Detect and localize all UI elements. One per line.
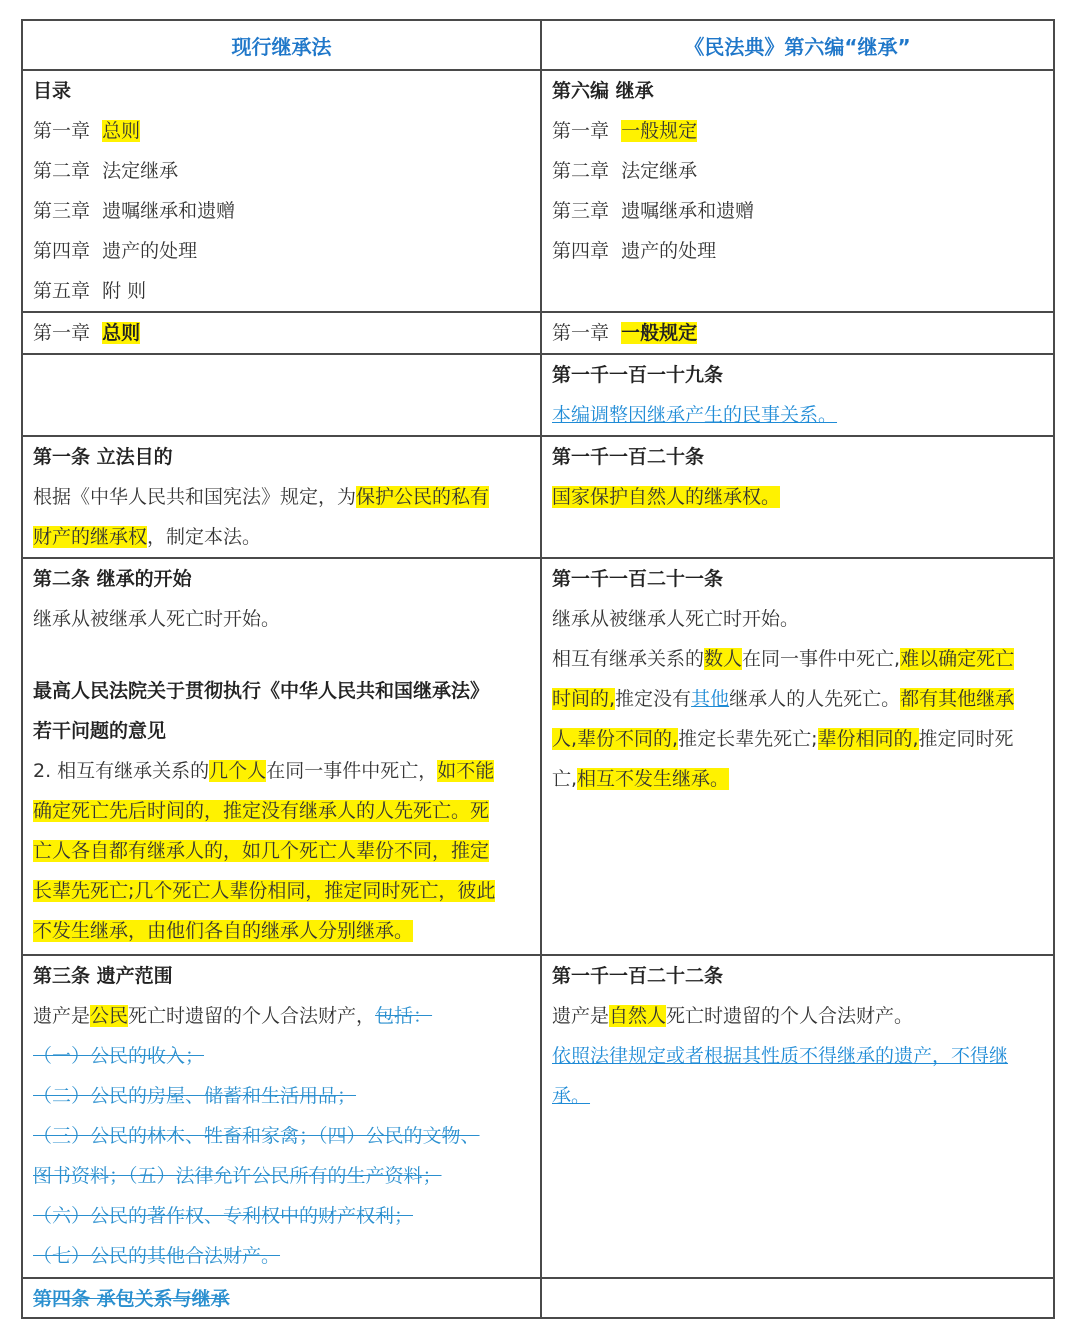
article-title: 第一千一百二十二条 xyxy=(552,965,724,987)
toc-left-cell xyxy=(23,71,542,311)
deleted-text: （一）公民的收入； xyxy=(33,1045,205,1067)
article-title: 第一千一百二十一条 xyxy=(552,568,724,590)
opinion-title: 最高人民法院关于贯彻执行《中华人民共和国继承法》 xyxy=(33,680,490,702)
deleted-text: 图书资料；（五）法律允许公民所有的生产资料； xyxy=(33,1165,442,1187)
toc-item: 第一章 总则 xyxy=(33,120,141,142)
article-4-cell xyxy=(23,1279,542,1319)
article-title: 第二条 继承的开始 xyxy=(33,568,192,590)
article-title: 第一千一百一十九条 xyxy=(552,364,724,386)
toc-left-title: 目录 xyxy=(33,80,72,102)
deleted-text: （六）公民的著作权、专利权中的财产权利； xyxy=(33,1205,414,1227)
table-row xyxy=(23,311,1053,353)
opinion-title: 若干问题的意见 xyxy=(33,720,167,742)
article-text: 本编调整因继承产生的民事关系。 xyxy=(552,404,838,426)
toc-right-cell xyxy=(542,71,1053,311)
article-3-cell: 第三条 遗产范围 遗产是公民死亡时遗留的个人合法财产，包括： （一）公民的收入； （二）公民的房屋、储蓄和生活用品； （三）公民的林木、牲畜和家禽；（四）公民的文物、 图书资料；（五）法律允许公民所有的生产资料； （六）公民的著作权、专利权中的财产权利； （七）公民的其他合法财产。 xyxy=(23,956,542,1277)
article-1121-cell: 第一千一百二十一条 继承从被继承人死亡时开始。 相互有继承关系的数人在同一事件中死亡,难以确定死亡 时间的,推定没有其他继承人的人先死亡。都有其他继承 人,辈份不同的,推定长辈先死亡;辈份相同的,推定同时死 亡,相互不发生继承。 xyxy=(542,559,1053,954)
toc-item: 第三章 遗嘱继承和遗赠 xyxy=(552,200,755,222)
table-row xyxy=(23,69,1053,311)
chapter-right-cell: 第一章 一般规定 xyxy=(552,322,698,344)
article-1120-cell: 第一千一百二十条 国家保护自然人的继承权。 xyxy=(542,437,1053,557)
toc-item: 第四章 遗产的处理 xyxy=(33,240,198,262)
article-title: 第一条 立法目的 xyxy=(33,446,173,468)
article-1119-cell xyxy=(542,355,1053,435)
deleted-text: （七）公民的其他合法财产。 xyxy=(33,1245,281,1267)
table-row xyxy=(23,1277,1053,1319)
comparison-table xyxy=(21,19,1055,1319)
table-row xyxy=(23,435,1053,557)
toc-item: 第二章 法定继承 xyxy=(33,160,179,182)
empty-right-cell xyxy=(542,1279,1053,1319)
toc-item: 第一章 一般规定 xyxy=(552,120,698,142)
toc-right-title: 第六编 继承 xyxy=(552,80,654,102)
deleted-article-title: 第四条 承包关系与继承 xyxy=(33,1288,230,1310)
article-1-cell: 第一条 立法目的 根据《中华人民共和国宪法》规定，为保护公民的私有 财产的继承权，制定本法。 xyxy=(23,437,542,557)
chapter-left-cell: 第一章 总则 xyxy=(23,313,542,353)
toc-item: 第三章 遗嘱继承和遗赠 xyxy=(33,200,236,222)
added-text: 承。 xyxy=(552,1085,591,1107)
article-title: 第三条 遗产范围 xyxy=(33,965,173,987)
deleted-text: （三）公民的林木、牲畜和家禽；（四）公民的文物、 xyxy=(33,1125,480,1147)
header-current-law: 现行继承法 xyxy=(23,21,542,69)
added-text: 依照法律规定或者根据其性质不得继承的遗产，不得继 xyxy=(552,1045,1009,1067)
table-row xyxy=(23,353,1053,435)
table-row xyxy=(23,954,1053,1277)
article-1122-cell: 第一千一百二十二条 遗产是自然人死亡时遗留的个人合法财产。 依照法律规定或者根据其性质不得继承的遗产，不得继 承。 xyxy=(542,956,1053,1277)
empty-left-cell xyxy=(23,355,542,435)
toc-item: 第四章 遗产的处理 xyxy=(552,240,717,262)
header-civil-code: 《民法典》第六编“继承” xyxy=(684,34,911,59)
deleted-text: （二）公民的房屋、储蓄和生活用品； xyxy=(33,1085,357,1107)
table-header-row xyxy=(23,21,1053,69)
article-2-cell: 第二条 继承的开始 继承从被继承人死亡时开始。 最高人民法院关于贯彻执行《中华人民共和国继承法》 若干问题的意见 2. 相互有继承关系的几个人在同一事件中死亡，如不能 确定死亡先后时间的，推定没有继承人的人先死亡。死 亡人各自都有继承人的，如几个死亡人辈份不同，推定 长辈先死亡;几个死亡人辈份相同，推定同时死亡，彼此 不发生继承，由他们各自的继承人分别继承。 xyxy=(23,559,542,954)
table-row xyxy=(23,557,1053,954)
toc-item: 第二章 法定继承 xyxy=(552,160,698,182)
toc-item: 第五章 附 则 xyxy=(33,280,147,302)
article-title: 第一千一百二十条 xyxy=(552,446,705,468)
